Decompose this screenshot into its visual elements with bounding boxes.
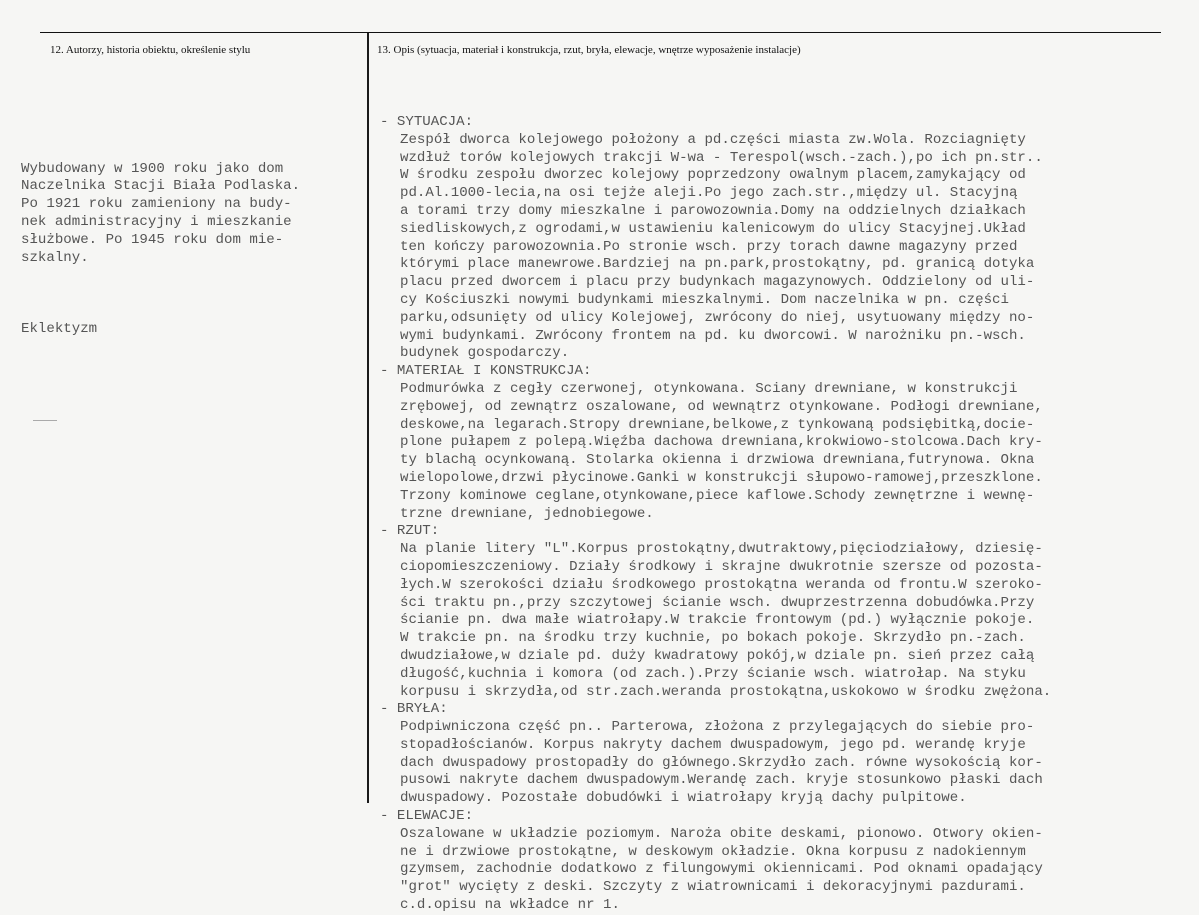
margin-mark bbox=[33, 420, 57, 421]
section-line: łych.W szerokości działu środkowego prostokątna weranda od frontu.W szeroko- bbox=[400, 576, 1043, 593]
field-12-header: 12. Autorzy, historia obiektu, określenie stylu bbox=[50, 44, 251, 56]
section-heading: - MATERIAŁ I KONSTRUKCJA: bbox=[380, 363, 592, 380]
section-line: trzne drewniane, jednobiegowe. bbox=[400, 505, 654, 522]
description-column bbox=[380, 114, 1051, 915]
description-section bbox=[380, 523, 1051, 701]
section-heading: - BRYŁA: bbox=[380, 701, 448, 718]
history-column bbox=[21, 125, 300, 357]
section-line: dwuspadowy. Pozostałe dobudówki i wiatrołapy kryją dachy pulpitowe. bbox=[400, 790, 967, 807]
section-line: ne i drzwiowe prostokątne, w deskowym okładzie. Okna korpusu z nadokiennym bbox=[400, 843, 1026, 860]
section-line: wzdłuż torów kolejowych trakcji W-wa - Terespol(wsch.-zach.),po ich pn.str.. bbox=[400, 149, 1043, 166]
column-divider bbox=[367, 33, 369, 803]
section-line: ścianie pn. dwa małe wiatrołapy.W trakcie frontowym (pd.) wyłącznie pokoje. bbox=[400, 612, 1035, 629]
section-line: ten kończy parowozownia.Po stronie wsch. przy torach dawne magazyny przed bbox=[400, 238, 1018, 255]
description-section bbox=[380, 114, 1051, 363]
history-line: Wybudowany w 1900 roku jako dom bbox=[21, 160, 284, 177]
section-heading: - ELEWACJE: bbox=[380, 808, 474, 825]
section-line: pd.Al.1000-lecia,na osi tejże aleji.Po jego zach.str.,między ul. Stacyjną bbox=[400, 185, 1018, 202]
section-line: Trzony kominowe ceglane,otynkowane,piece kaflowe.Schody zewnętrzne i wewnę- bbox=[400, 487, 1035, 504]
section-line: zrębowej, od zewnątrz oszalowane, od wewnątrz otynkowane. Podłogi drewniane, bbox=[400, 398, 1043, 415]
section-line: ty blachą ocynkowaną. Stolarka okienna i drzwiowa drewniana,futrynowa. Okna bbox=[400, 452, 1035, 469]
history-line: służbowe. Po 1945 roku dom mie- bbox=[21, 231, 284, 248]
section-line: którymi place manewrowe.Bardziej na pn.park,prostokątny, pd. granicą dotyka bbox=[400, 256, 1035, 273]
section-line: Podpiwniczona część pn.. Parterowa, złożona z przylegających do siebie pro- bbox=[400, 719, 1035, 736]
section-line: gzymsem, zachodnie dodatkowo z filungowymi okiennicami. Pod oknami opadający bbox=[400, 861, 1043, 878]
section-line: korpusu i skrzydła,od str.zach.weranda prostokątna,uskokowo w środku zwężona. bbox=[400, 683, 1052, 700]
section-line: Podmurówka z cegły czerwonej, otynkowana. Sciany drewniane, w konstrukcji bbox=[400, 380, 1018, 397]
history-line: szkalny. bbox=[21, 249, 89, 266]
section-line: W trakcie pn. na środku trzy kuchnie, po bokach pokoje. Skrzydło pn.-zach. bbox=[400, 630, 1026, 647]
section-line: ciopomieszczeniowy. Działy środkowy i skrajne dwukrotnie szersze od pozosta- bbox=[400, 558, 1043, 575]
section-heading: - RZUT: bbox=[380, 523, 440, 540]
description-section bbox=[380, 808, 1051, 915]
section-line: plone pułapem z polepą.Więźba dachowa drewniana,krokwiowo-stolcowa.Dach kry- bbox=[400, 434, 1043, 451]
section-line: a torami trzy domy mieszkalne i parowozownia.Domy na oddzielnych działkach bbox=[400, 202, 1026, 219]
description-section bbox=[380, 363, 1051, 523]
section-line: placu przed dworcem i placu przy budynkach magazynowych. Oddzielony od uli- bbox=[400, 274, 1035, 291]
section-line: długość,kuchnia i komora (od zach.).Przy ścianie wsch. wiatrołap. Na styku bbox=[400, 665, 1026, 682]
field-13-header: 13. Opis (sytuacja, materiał i konstrukcja, rzut, bryła, elewacje, wnętrze wyposażenie instalacje) bbox=[377, 44, 801, 56]
section-line: deskowe,na legarach.Stropy drewniane,belkowe,z tynkowaną podsiębitką,docie- bbox=[400, 416, 1035, 433]
section-line: cy Kościuszki nowymi budynkami mieszkalnymi. Dom naczelnika w pn. części bbox=[400, 291, 1009, 308]
section-line: wymi budynkami. Zwrócony frontem na pd. ku dworcowi. W narożniku pn.-wsch. bbox=[400, 327, 1026, 344]
section-line: pusowi nakryte dachem dwuspadowym.Werandę zach. kryje stosunkowo płaski dach bbox=[400, 772, 1043, 789]
section-line: W środku zespołu dworzec kolejowy poprzedzony owalnym placem,zamykający od bbox=[400, 167, 1026, 184]
section-line: dwudziałowe,w dziale pd. duży kwadratowy pokój,w dziale pn. sień przez całą bbox=[400, 647, 1035, 664]
history-line: nek administracyjny i mieszkanie bbox=[21, 213, 292, 230]
section-line: budynek gospodarczy. bbox=[400, 345, 570, 362]
section-line: "grot" wycięty z deski. Szczyty z wiatrownicami i dekoracyjnymi pazdurami. bbox=[400, 879, 1026, 896]
section-line: wielopolowe,drzwi płycinowe.Ganki w konstrukcji słupowo-ramowej,przeszklone. bbox=[400, 469, 1043, 486]
section-line: parku,odsunięty od ulicy Kolejowej, zwrócony do niej, usytuowany między no- bbox=[400, 309, 1035, 326]
section-line: c.d.opisu na wkładce nr 1. bbox=[400, 897, 620, 914]
section-line: ści traktu pn.,przy szczytowej ścianie wsch. dwuprzestrzenna dobudówka.Przy bbox=[400, 594, 1035, 611]
history-line: Naczelnika Stacji Biała Podlaska. bbox=[21, 178, 301, 195]
section-line: dach dwuspadowy prostopadły do głównego.Skrzydło zach. równe wysokością kor- bbox=[400, 754, 1043, 771]
style-text: Eklektyzm bbox=[21, 320, 98, 337]
section-line: Oszalowane w układzie poziomym. Naroża obite deskami, pionowo. Otwory okien- bbox=[400, 825, 1043, 842]
section-line: Na planie litery "L".Korpus prostokątny,dwutraktowy,pięciodziałowy, dziesię- bbox=[400, 541, 1043, 558]
history-line: Po 1921 roku zamieniony na budy- bbox=[21, 196, 292, 213]
section-line: stopadłościanów. Korpus nakryty dachem dwuspadowym, jego pd. werandę kryje bbox=[400, 736, 1026, 753]
description-section bbox=[380, 701, 1051, 808]
section-line: Zespół dworca kolejowego położony a pd.części miasta zw.Wola. Rozciagnięty bbox=[400, 131, 1026, 148]
history-text bbox=[21, 161, 300, 268]
section-line: siedliskowych,z ogrodami,w ustawieniu kalenicowym do ulicy Stacyjnej.Układ bbox=[400, 220, 1026, 237]
section-heading: - SYTUACJA: bbox=[380, 114, 474, 130]
top-rule bbox=[40, 32, 1161, 33]
